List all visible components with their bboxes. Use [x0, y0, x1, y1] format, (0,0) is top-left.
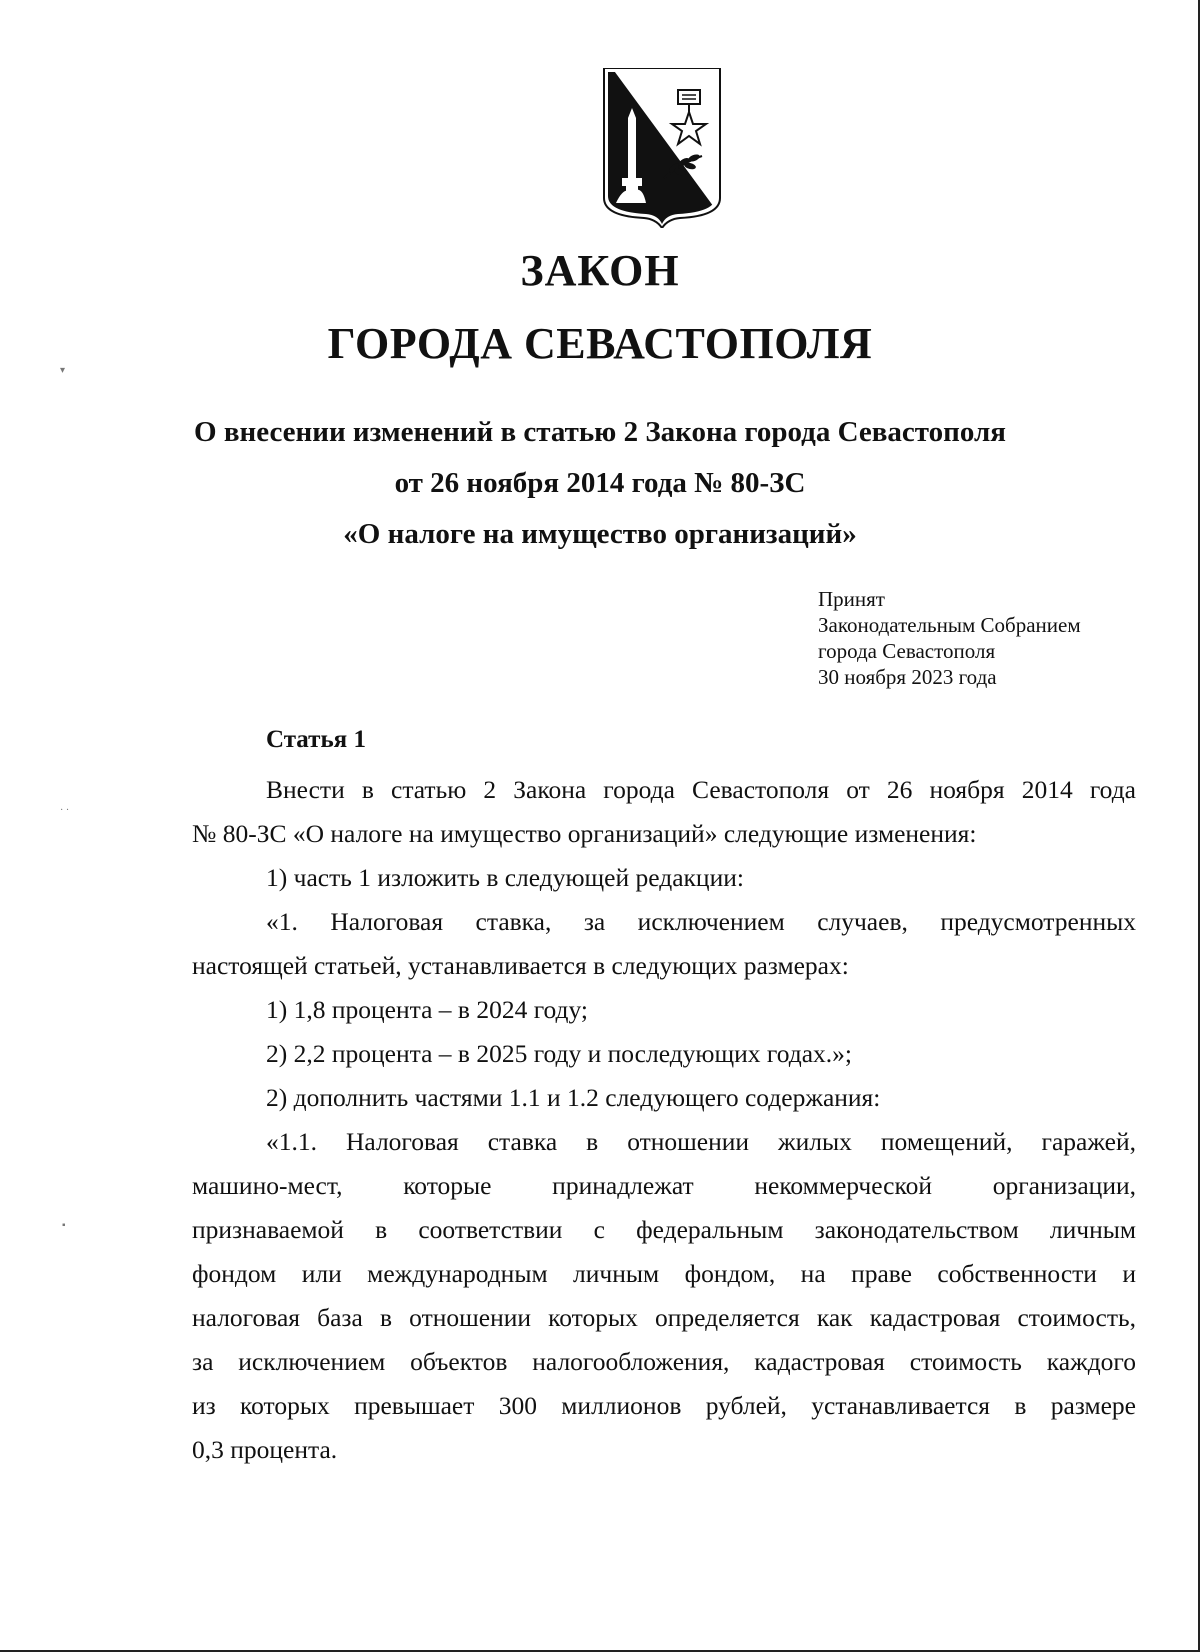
article-text-line: из которых превышает 300 миллионов рублей, устанавливается в размере [192, 1391, 1136, 1420]
article-text-line: 1) 1,8 процента – в 2024 году; [266, 995, 588, 1024]
article-text-line: 2) дополнить частями 1.1 и 1.2 следующего содержания: [266, 1083, 881, 1112]
document-subtitle: ГОРОДА СЕВАСТОПОЛЯ [327, 319, 873, 368]
adoption-note-line: Принят [818, 587, 885, 611]
law-name-line: О внесении изменений в статью 2 Закона города Севастополя [194, 416, 1006, 448]
article-text-line: фондом или международным личным фондом, на праве собственности и [192, 1259, 1136, 1288]
article-text-line: настоящей статьей, устанавливается в следующих размерах: [192, 951, 849, 980]
law-name-line: «О налоге на имущество организаций» [343, 518, 857, 550]
law-name-line: от 26 ноября 2014 года № 80-ЗС [394, 467, 806, 499]
document-title: ЗАКОН [520, 246, 680, 295]
article-text-line: машино-мест, которые принадлежат некоммерческой организации, [192, 1171, 1136, 1200]
article-text-line: Внести в статью 2 Закона города Севастополя от 26 ноября 2014 года [266, 775, 1136, 804]
adoption-note-date: 30 ноября 2023 года [818, 665, 997, 689]
sevastopol-coat-of-arms-icon [602, 68, 722, 228]
adoption-note [818, 586, 1081, 690]
article-text-line: «1. Налоговая ставка, за исключением случаев, предусмотренных [266, 907, 1136, 936]
article-text-line: «1.1. Налоговая ставка в отношении жилых помещений, гаражей, [266, 1127, 1136, 1156]
article-text-line: признаваемой в соответствии с федеральным законодательством личным [192, 1215, 1136, 1244]
adoption-note-line: города Севастополя [818, 639, 996, 663]
article-heading: Статья 1 [266, 726, 366, 753]
article-text-line: № 80-ЗС «О налоге на имущество организаций» следующие изменения: [192, 819, 977, 848]
article-text-line: 2) 2,2 процента – в 2025 году и последующих годах.»; [266, 1039, 852, 1068]
article-text-line: 0,3 процента. [192, 1435, 338, 1464]
article-text-line: 1) часть 1 изложить в следующей редакции: [266, 863, 744, 892]
adoption-note-line: Законодательным Собранием [818, 613, 1081, 637]
article-text-line: налоговая база в отношении которых определяется как кадастровая стоимость, [192, 1303, 1136, 1332]
article-text-line: за исключением объектов налогообложения, кадастровая стоимость каждого [192, 1347, 1136, 1376]
